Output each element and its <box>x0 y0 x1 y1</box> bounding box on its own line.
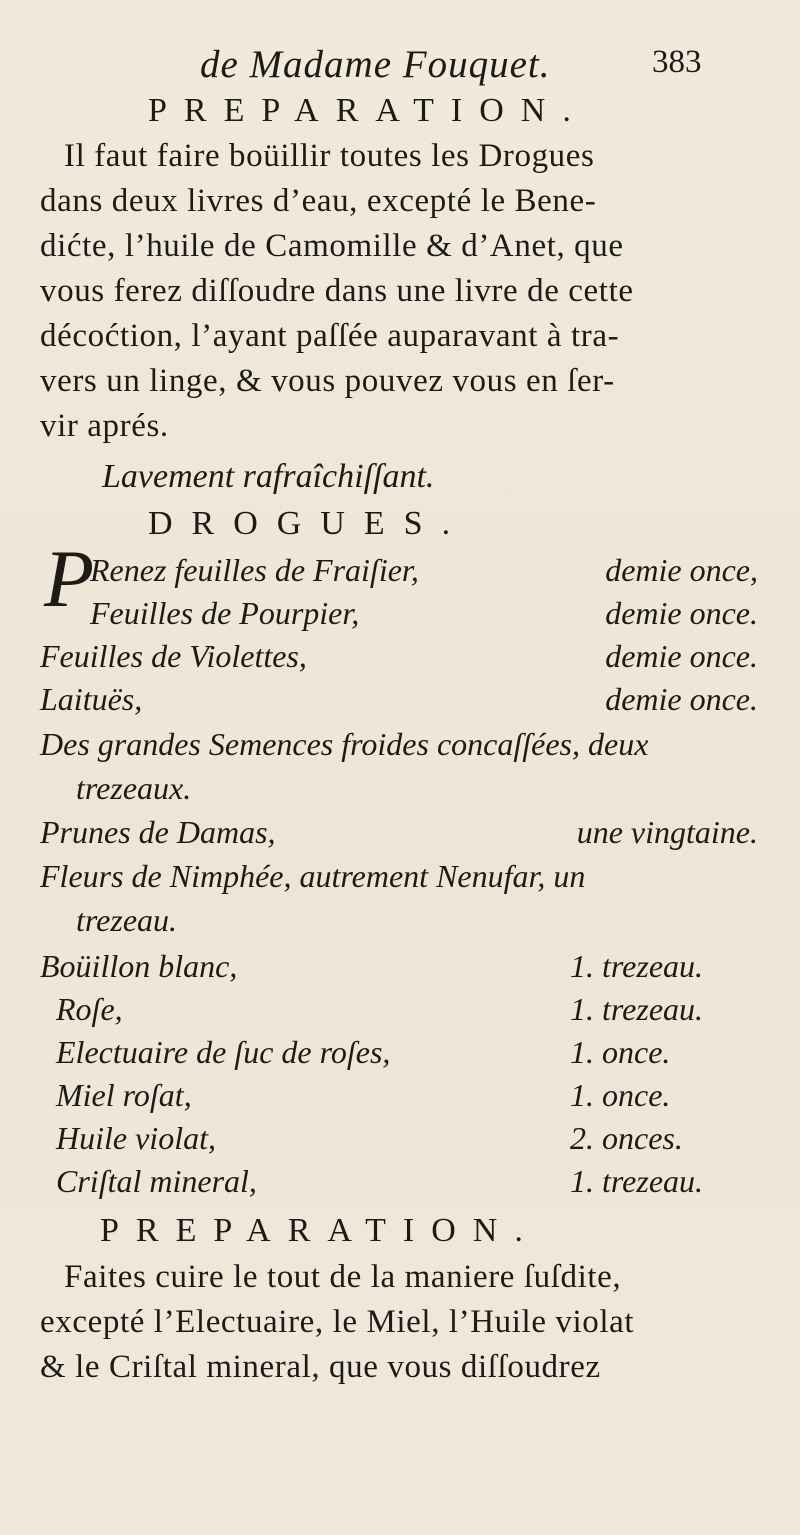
paragraph-line: excepté l’Electuaire, le Miel, l’Huile violat <box>40 1304 635 1340</box>
ingredient-name: Laituës, <box>40 681 143 717</box>
ingredient-name: Feuilles de Pourpier, <box>90 595 360 631</box>
ingredient-quantity: 1. trezeau. <box>570 1163 704 1199</box>
ingredient-quantity: demie once. <box>605 681 758 717</box>
ingredient-line: Des grandes Semences froides concaſſées, deux <box>40 726 649 762</box>
paragraph-line: vous ferez diſſoudre dans une livre de cette <box>40 273 634 309</box>
ingredient-name: Electuaire de ſuc de roſes, <box>56 1034 391 1070</box>
ingredient-quantity: 2. onces. <box>570 1120 683 1156</box>
page-number: 383 <box>652 44 702 80</box>
ingredient-quantity: 1. trezeau. <box>570 991 704 1027</box>
ingredient-quantity: 1. once. <box>570 1077 671 1113</box>
paragraph-line: vir aprés. <box>40 408 169 444</box>
preparation-heading-1: PREPARATION. <box>148 92 588 129</box>
ingredient-name: Feuilles de Violettes, <box>40 638 307 674</box>
paragraph-line: dans deux livres d’eau, excepté le Bene- <box>40 183 597 219</box>
ingredient-line-continued: trezeau. <box>76 902 178 938</box>
ingredient-name: Prunes de Damas, <box>40 814 276 850</box>
ingredient-quantity: demie once. <box>605 638 758 674</box>
drop-cap: P <box>44 533 95 624</box>
ingredient-quantity: 1. once. <box>570 1034 671 1070</box>
running-title: de Madame Fouquet. <box>200 43 551 86</box>
ingredient-name: Criſtal mineral, <box>56 1163 257 1199</box>
ingredient-line: Fleurs de Nimphée, autrement Nenufar, un <box>40 858 586 894</box>
ingredient-name: Miel roſat, <box>56 1077 192 1113</box>
ingredient-quantity: 1. trezeau. <box>570 948 704 984</box>
paragraph-line: Faites cuire le tout de la maniere ſuſdite, <box>64 1259 622 1295</box>
ingredient-name: Roſe, <box>56 991 123 1027</box>
paragraph-line: décoćtion, l’ayant paſſée auparavant à tra- <box>40 318 620 354</box>
paragraph-line: Il faut faire boüillir toutes les Drogues <box>64 138 595 174</box>
drogues-heading: DROGUES. <box>148 505 470 542</box>
paragraph-line: & le Criſtal mineral, que vous diſſoudrez <box>40 1349 601 1385</box>
ingredient-quantity: une vingtaine. <box>576 814 758 850</box>
ingredient-name: Renez feuilles de Fraiſier, <box>90 552 419 588</box>
paragraph-line: dićte, l’huile de Camomille & d’Anet, que <box>40 228 624 264</box>
ingredient-name: Huile violat, <box>56 1120 216 1156</box>
ingredient-quantity: demie once, <box>605 552 758 588</box>
recipe-title: Lavement rafraîchiſſant. <box>102 458 435 495</box>
preparation-heading-2: PREPARATION. <box>100 1212 540 1249</box>
ingredient-name: Boüillon blanc, <box>40 948 238 984</box>
paragraph-line: vers un linge, & vous pouvez vous en ſer- <box>40 363 615 399</box>
ingredient-line-continued: trezeaux. <box>76 770 192 806</box>
ingredient-quantity: demie once. <box>605 595 758 631</box>
